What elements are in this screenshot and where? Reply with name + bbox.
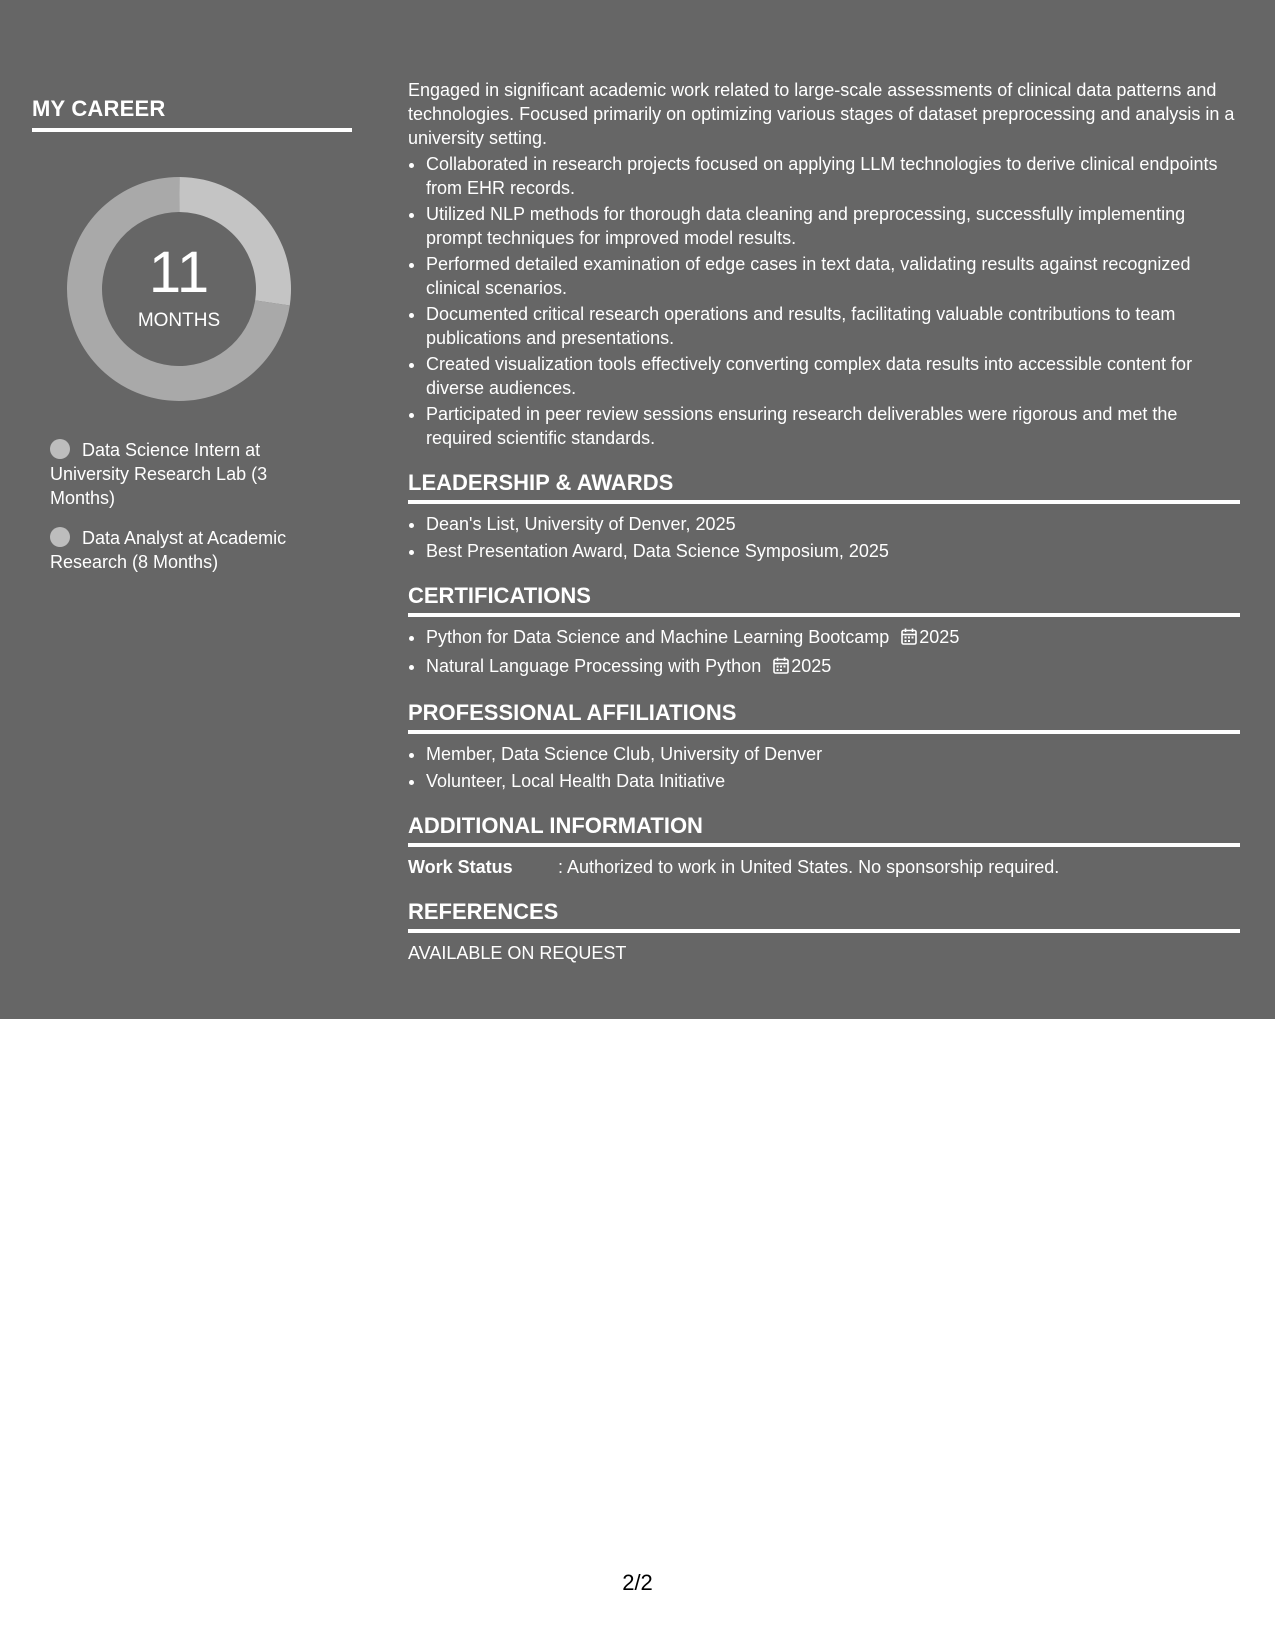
- legend-item-analyst: [50, 526, 320, 574]
- experience-bullets: [408, 152, 1240, 450]
- certifications-heading: CERTIFICATIONS: [408, 583, 1240, 617]
- legend-label: Data Analyst at Academic Research (8 Months): [50, 528, 287, 572]
- references-text: AVAILABLE ON REQUEST: [408, 943, 627, 963]
- experience-bullet: • Performed detailed examination of edge cases in text data, validating results against recognized clinical scenarios.: [426, 252, 1240, 300]
- experience-bullet: • Participated in peer review sessions ensuring research deliverables were rigorous and met the required scientific standards.: [426, 402, 1240, 450]
- affiliations-list: [408, 742, 1240, 793]
- certification-year: 2025: [919, 627, 960, 647]
- legend-item-intern: [50, 438, 320, 510]
- work-status-label: Work Status: [408, 857, 513, 877]
- calendar-icon: [901, 627, 917, 651]
- additional-info-heading: ADDITIONAL INFORMATION: [408, 813, 1240, 847]
- certification-name: Python for Data Science and Machine Learning Bootcamp: [426, 627, 890, 647]
- certifications-list: [408, 625, 1240, 680]
- experience-summary: Engaged in significant academic work related to large-scale assessments of clinical data patterns and technologies. Focused primarily on optimizing various stages of dataset preprocessing and analysis in a university setting.: [408, 80, 1235, 148]
- affiliation-item: • Volunteer, Local Health Data Initiative: [426, 769, 1240, 793]
- legend-dot-icon: [50, 439, 70, 459]
- leadership-item: • Dean's List, University of Denver, 2025: [426, 512, 1240, 536]
- donut-total-number: 11: [148, 240, 210, 305]
- certification-year: 2025: [791, 656, 832, 676]
- page-number: 2/2: [622, 1570, 653, 1595]
- experience-column: [408, 78, 1240, 965]
- calendar-icon: [773, 656, 789, 680]
- references-heading: REFERENCES: [408, 899, 1240, 933]
- certification-name: Natural Language Processing with Python: [426, 656, 762, 676]
- leadership-heading: LEADERSHIP & AWARDS: [408, 470, 1240, 504]
- career-heading: MY CAREER: [32, 96, 352, 132]
- donut-total-unit: MONTHS: [137, 310, 221, 331]
- career-legend: [50, 438, 320, 590]
- career-donut-chart: [66, 176, 292, 402]
- work-status-value: : Authorized to work in United States. No sponsorship required.: [558, 857, 1060, 877]
- certification-item: [426, 654, 1240, 680]
- work-status-row: [408, 855, 1240, 879]
- affiliations-heading: PROFESSIONAL AFFILIATIONS: [408, 700, 1240, 734]
- leadership-list: [408, 512, 1240, 563]
- leadership-item: • Best Presentation Award, Data Science Symposium, 2025: [426, 539, 1240, 563]
- experience-bullet: • Utilized NLP methods for thorough data cleaning and preprocessing, successfully implementing prompt techniques for improved model results.: [426, 202, 1240, 250]
- affiliation-item: • Member, Data Science Club, University of Denver: [426, 742, 1240, 766]
- experience-bullet: • Documented critical research operations and results, facilitating valuable contributions to team publications and presentations.: [426, 302, 1240, 350]
- certification-item: [426, 625, 1240, 651]
- experience-bullet: • Collaborated in research projects focused on applying LLM technologies to derive clinical endpoints from EHR records.: [426, 152, 1240, 200]
- career-column: [32, 96, 352, 572]
- legend-label: Data Science Intern at University Research Lab (3 Months): [50, 440, 268, 508]
- experience-bullet: • Created visualization tools effectively converting complex data results into accessible content for diverse audiences.: [426, 352, 1240, 400]
- legend-dot-icon: [50, 527, 70, 547]
